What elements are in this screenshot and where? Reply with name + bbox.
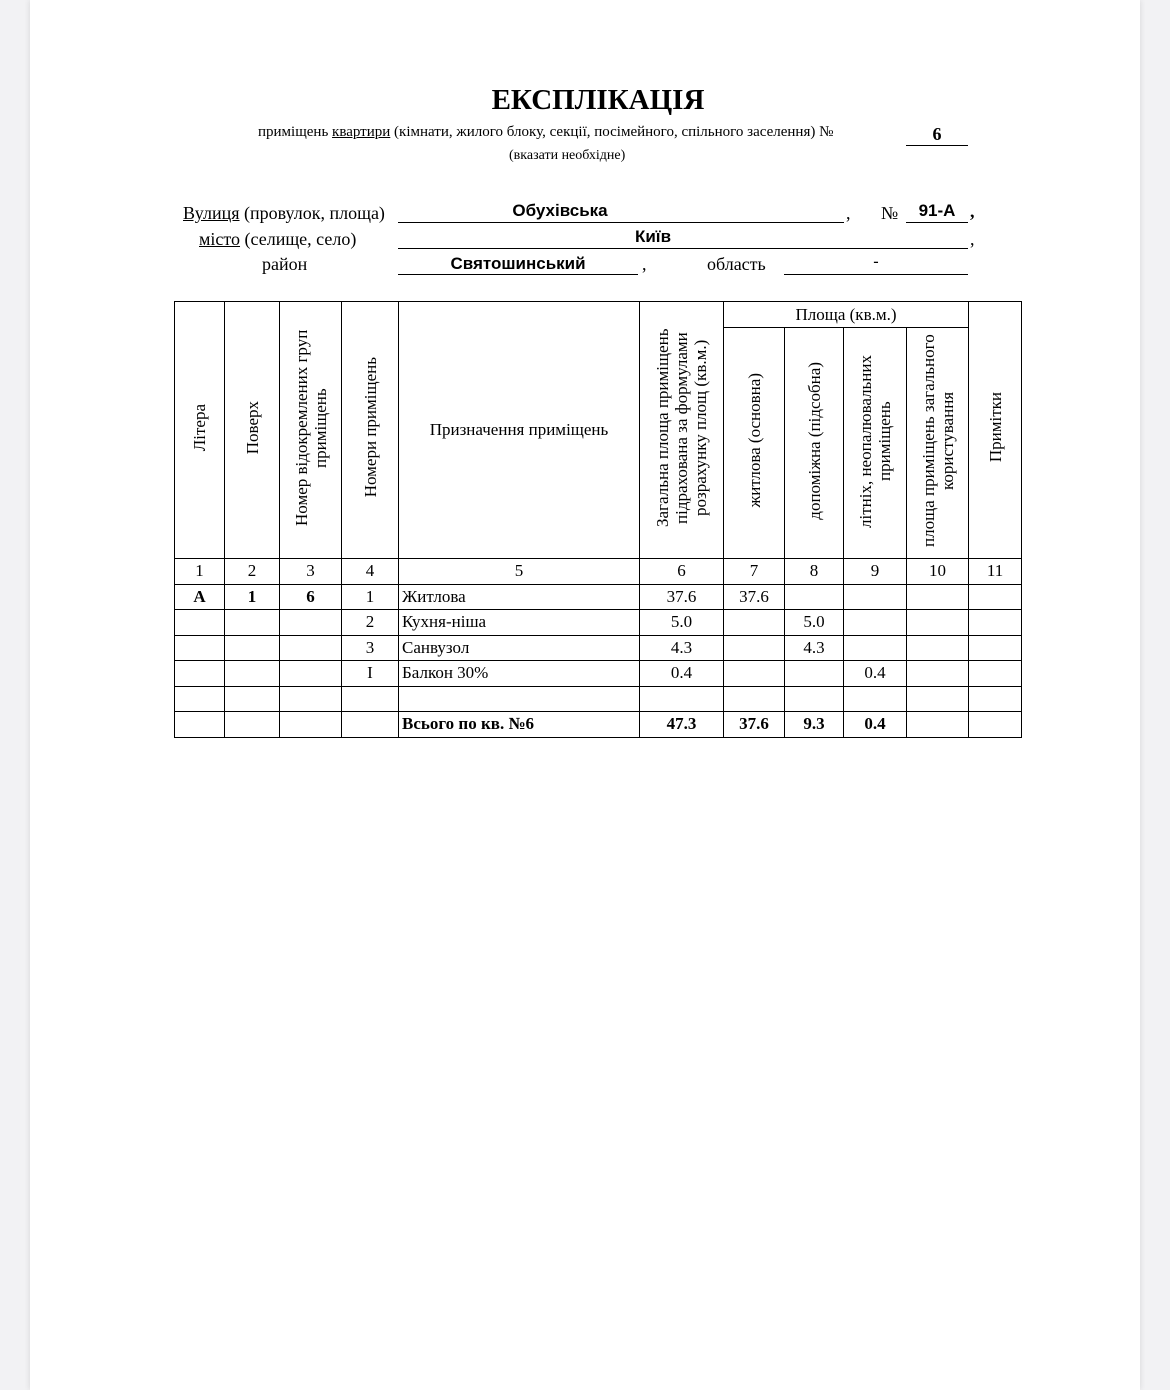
cell-living: [724, 635, 785, 661]
cell-group: [280, 635, 342, 661]
cell-summer: [844, 686, 907, 712]
total-label: Всього по кв. №6: [399, 712, 640, 738]
col-num: 9: [844, 559, 907, 585]
cell-aux: 5.0: [785, 610, 844, 636]
col-num: 6: [640, 559, 724, 585]
explication-table: [174, 301, 1022, 738]
cell-group: [280, 661, 342, 687]
cell-room: 1: [342, 584, 399, 610]
col-num: 4: [342, 559, 399, 585]
header-row-1: [175, 302, 1022, 328]
street-label-main: Вулиця: [183, 203, 240, 223]
cell-notes: [969, 635, 1022, 661]
col-num: 10: [907, 559, 969, 585]
header-notes: Примітки: [969, 302, 1022, 559]
header-litera: Літера: [175, 302, 225, 559]
apartment-number: 6: [932, 124, 942, 144]
cell-notes: [969, 661, 1022, 687]
header-room-numbers: Номери приміщень: [342, 302, 399, 559]
cell-common: [907, 610, 969, 636]
cell-common: [907, 661, 969, 687]
total-aux: 9.3: [785, 712, 844, 738]
header-floor: Поверх: [225, 302, 280, 559]
cell-empty: [175, 712, 225, 738]
number-value: 91-А: [918, 201, 956, 220]
cell-summer: 0.4: [844, 661, 907, 687]
table-row: [175, 661, 1022, 687]
cell-purpose: Санвузол: [399, 635, 640, 661]
cell-purpose: Кухня-ніша: [399, 610, 640, 636]
cell-total: 4.3: [640, 635, 724, 661]
cell-floor: 1: [225, 584, 280, 610]
cell-room: [342, 686, 399, 712]
region-label: область: [707, 254, 766, 274]
number-comma: ,: [970, 201, 975, 221]
city-line: [398, 248, 968, 249]
cell-total: 5.0: [640, 610, 724, 636]
cell-empty: [280, 712, 342, 738]
cell-common: [907, 635, 969, 661]
cell-summer: [844, 610, 907, 636]
table-row: [175, 635, 1022, 661]
number-label: №: [881, 203, 899, 223]
cell-common: [907, 584, 969, 610]
cell-living: [724, 686, 785, 712]
cell-living: [724, 610, 785, 636]
col-num: 5: [399, 559, 640, 585]
cell-living: 37.6: [724, 584, 785, 610]
cell-floor: [225, 661, 280, 687]
table-row: [175, 584, 1022, 610]
col-num: 2: [225, 559, 280, 585]
document-title: ЕКСПЛІКАЦІЯ: [491, 84, 705, 116]
cell-total: 37.6: [640, 584, 724, 610]
region-line: [784, 274, 968, 275]
header-area-group: Площа (кв.м.): [724, 302, 969, 328]
cell-aux: [785, 584, 844, 610]
cell-total: 0.4: [640, 661, 724, 687]
cell-floor: [225, 610, 280, 636]
cell-floor: [225, 635, 280, 661]
cell-room: 3: [342, 635, 399, 661]
cell-empty: [342, 712, 399, 738]
cell-aux: [785, 686, 844, 712]
header-group-number: Номер відокремлених груп приміщень: [280, 302, 342, 559]
header-auxiliary: допоміжна (підсобна): [785, 328, 844, 559]
cell-notes: [969, 686, 1022, 712]
city-label: [199, 229, 356, 250]
col-num: 7: [724, 559, 785, 585]
district-value: Святошинський: [450, 254, 586, 273]
cell-room: 2: [342, 610, 399, 636]
header-total-area: Загальна площа приміщень підрахована за формулами розрахунку площ (кв.м.): [640, 302, 724, 559]
cell-group: [280, 610, 342, 636]
cell-litera: [175, 610, 225, 636]
district-label: район: [262, 254, 308, 274]
subtitle-suffix: (кімнати, жилого блоку, секції, посімейного, спільного заселення) №: [390, 124, 834, 140]
district-line: [398, 274, 638, 275]
cell-group: [280, 686, 342, 712]
number-line: [906, 222, 968, 223]
cell-notes: [969, 584, 1022, 610]
street-label: [183, 203, 385, 224]
column-number-row: [175, 559, 1022, 585]
document-subtitle: [258, 124, 833, 141]
document-note: (вказати необхідне): [509, 148, 626, 163]
apartment-number-line: [906, 145, 968, 146]
cell-litera: А: [175, 584, 225, 610]
cell-litera: [175, 686, 225, 712]
region-value: -: [873, 252, 879, 271]
subtitle-prefix: приміщень: [258, 124, 333, 140]
cell-purpose: Житлова: [399, 584, 640, 610]
street-comma: ,: [846, 203, 851, 223]
col-num: 3: [280, 559, 342, 585]
cell-summer: [844, 584, 907, 610]
table-row: [175, 610, 1022, 636]
city-value: Київ: [634, 227, 672, 246]
header-common: площа приміщень загального користування: [907, 328, 969, 559]
cell-litera: [175, 635, 225, 661]
cell-total: [640, 686, 724, 712]
col-num: 8: [785, 559, 844, 585]
cell-notes: [969, 610, 1022, 636]
cell-litera: [175, 661, 225, 687]
cell-living: [724, 661, 785, 687]
cell-summer: [844, 635, 907, 661]
cell-purpose: [399, 686, 640, 712]
city-comma: ,: [970, 229, 975, 249]
cell-aux: 4.3: [785, 635, 844, 661]
header-living: житлова (основна): [724, 328, 785, 559]
table-row: [175, 686, 1022, 712]
header-summer: літніх, неопалювальних приміщень: [844, 328, 907, 559]
total-area: 47.3: [640, 712, 724, 738]
city-label-main: місто: [199, 229, 241, 249]
street-label-rest: (провулок, площа): [239, 203, 385, 223]
city-label-rest: (селище, село): [240, 229, 357, 249]
total-notes: [969, 712, 1022, 738]
col-num: 11: [969, 559, 1022, 585]
street-line: [398, 222, 844, 223]
cell-common: [907, 686, 969, 712]
street-value: Обухівська: [512, 201, 608, 220]
header-purpose: Призначення приміщень: [399, 302, 640, 559]
col-num: 1: [175, 559, 225, 585]
total-row: [175, 712, 1022, 738]
cell-room: I: [342, 661, 399, 687]
subtitle-underlined: квартири: [332, 124, 391, 140]
cell-empty: [225, 712, 280, 738]
total-living: 37.6: [724, 712, 785, 738]
cell-aux: [785, 661, 844, 687]
cell-purpose: Балкон 30%: [399, 661, 640, 687]
total-common: [907, 712, 969, 738]
cell-group: 6: [280, 584, 342, 610]
district-comma: ,: [642, 254, 647, 274]
cell-floor: [225, 686, 280, 712]
total-summer: 0.4: [844, 712, 907, 738]
